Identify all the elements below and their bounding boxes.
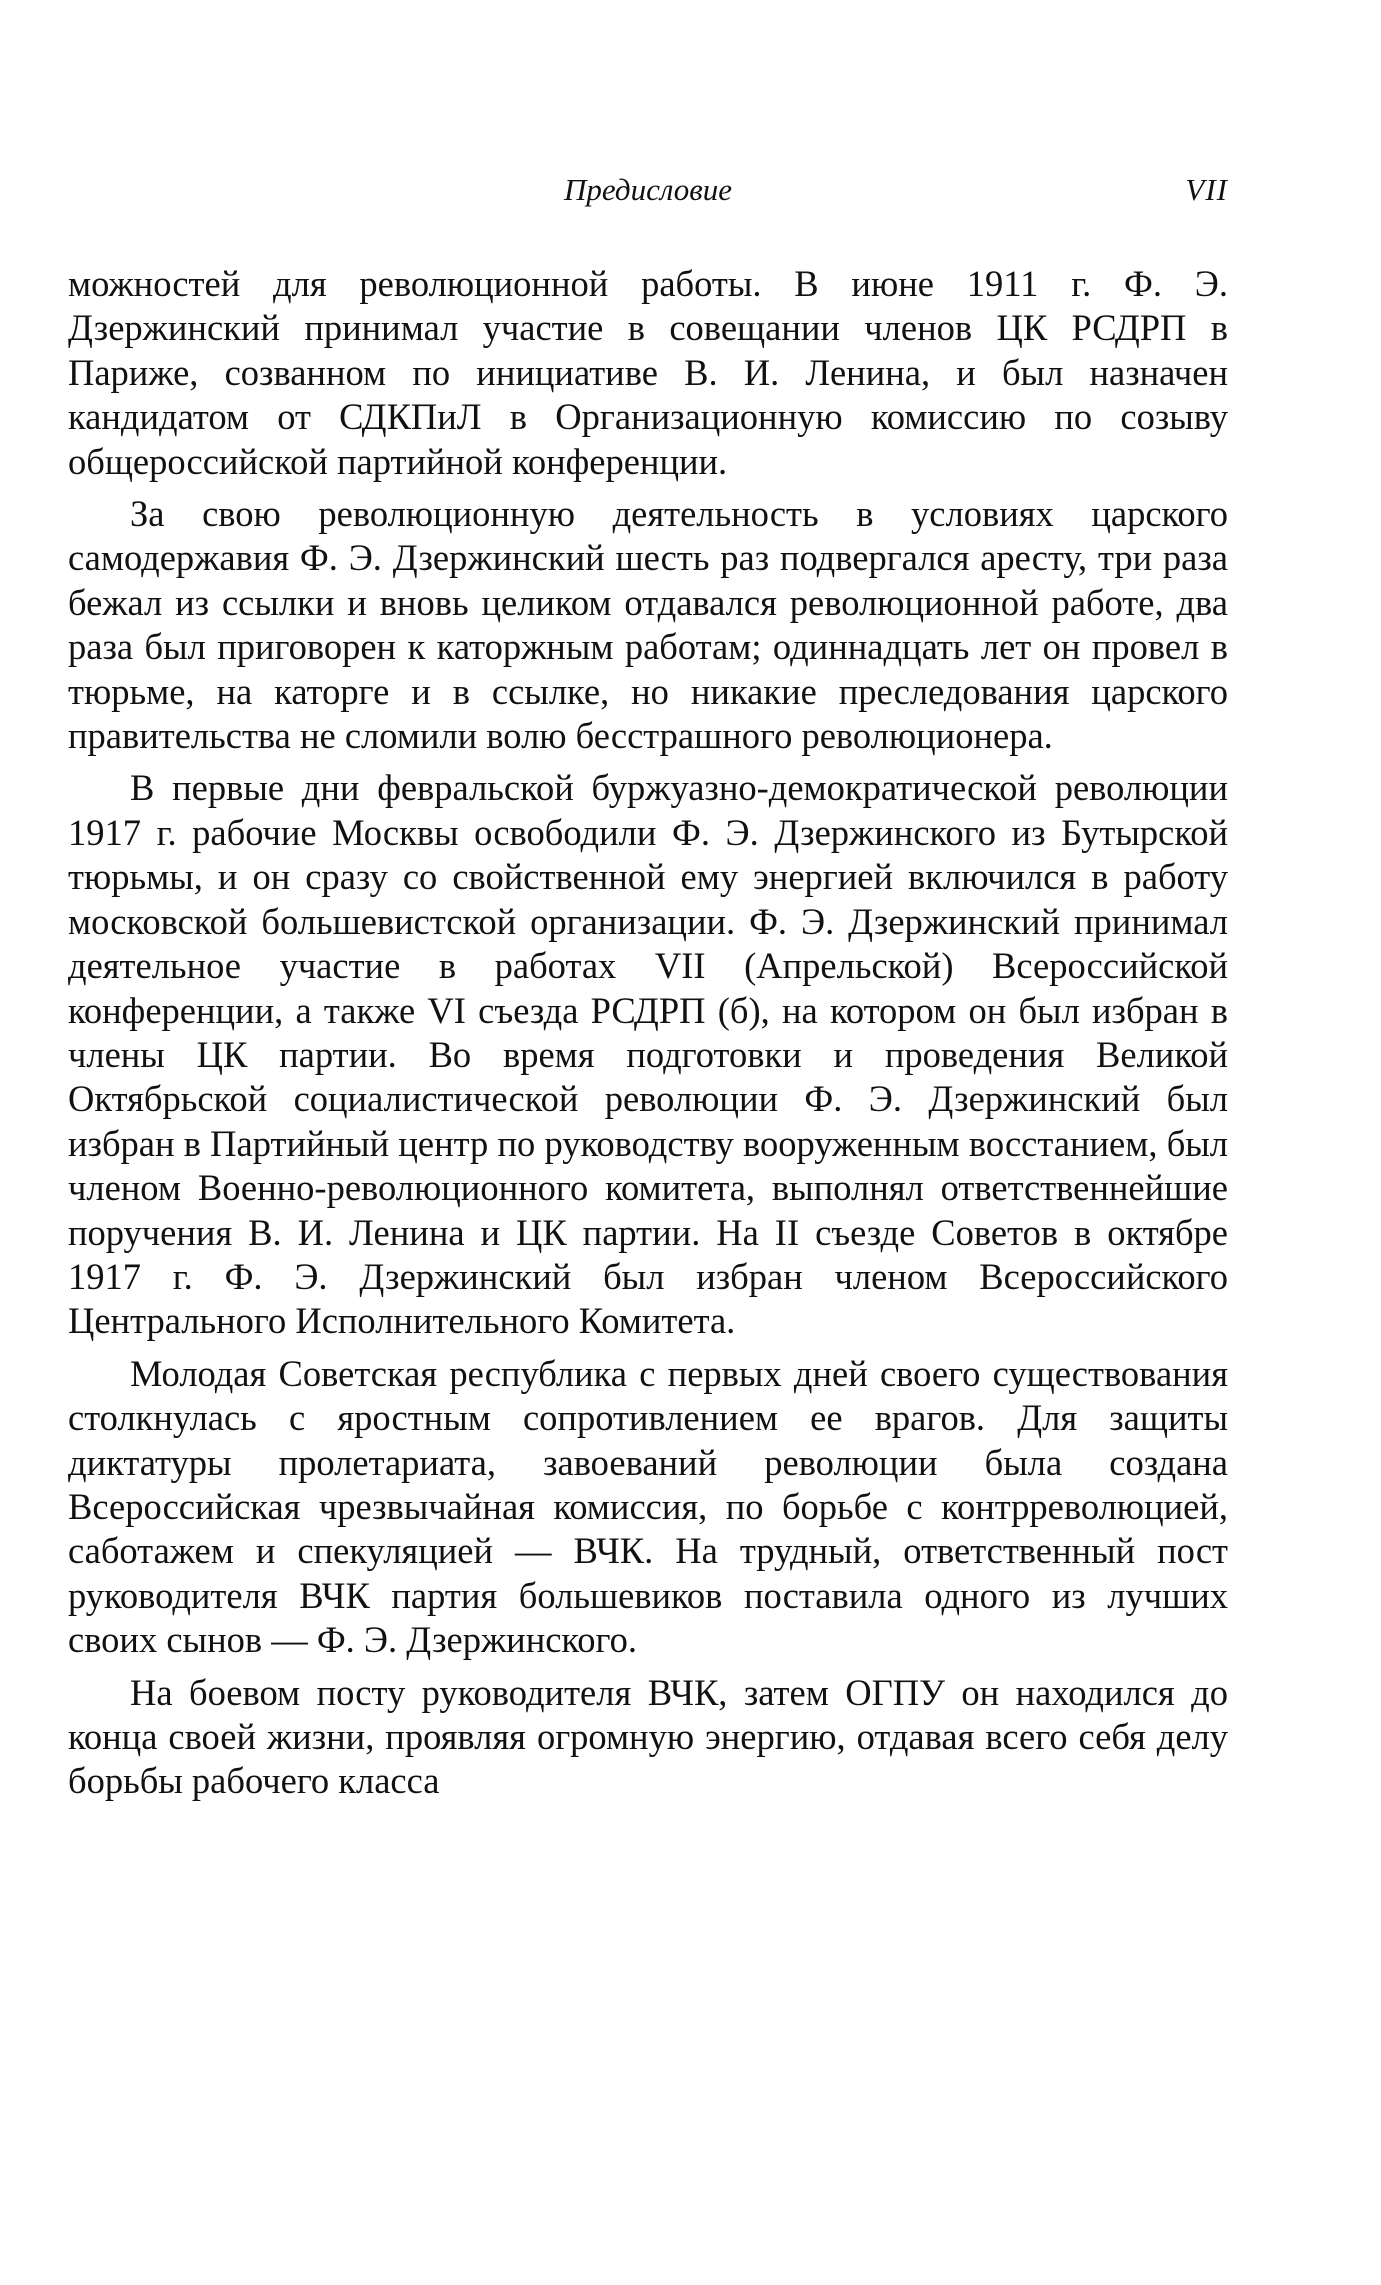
paragraph: За свою революционную деятельность в условиях царского самодержавия Ф. Э. Дзержинский шесть раз подвергался аресту, три раза бежал из ссылки и вновь целиком отдавался революционной работе, два раза был приговорен к каторжным работам; одиннадцать лет он провел в тюрьме, на каторге и в ссылке, но никакие преследования царского правительства не сломили волю бесстрашного революционера.	[68, 493, 1228, 757]
paragraph: В первые дни февральской буржуазно-демократической революции 1917 г. рабочие Москвы освободили Ф. Э. Дзержинского из Бутырской тюрьмы, и он сразу со свойственной ему энергией включился в работу московской большевистской организации. Ф. Э. Дзержинский принимал деятельное участие в работах VII (Апрельской) Всероссийской конференции, а также VI съезда РСДРП (б), на котором он был избран в члены ЦК партии. Во время подготовки и проведения Великой Октябрьской социалистической революции Ф. Э. Дзержинский был избран в Партийный центр по руководству вооруженным восстанием, был членом Военно-революционного комитета, выполнял ответственнейшие поручения В. И. Ленина и ЦК партии. На II съезде Советов в октябре 1917 г. Ф. Э. Дзержинский был избран членом Всероссийского Центрального Исполнительного Комитета.	[68, 767, 1228, 1342]
running-header	[68, 172, 1228, 218]
paragraph: Молодая Советская республика с первых дней своего существования столкнулась с яростным сопротивлением ее врагов. Для защиты диктатуры пролетариата, завоеваний революции была создана Всероссийская чрезвычайная комиссия, по борьбе с контрреволюцией, саботажем и спекуляцией — ВЧК. На трудный, ответственный пост руководителя ВЧК партия большевиков поставила одного из лучших своих сынов — Ф. Э. Дзержинского.	[68, 1352, 1228, 1661]
book-page	[68, 0, 1228, 2285]
running-title: Предисловие	[564, 172, 732, 207]
body-text	[68, 262, 1228, 1804]
paragraph: На боевом посту руководителя ВЧК, затем ОГПУ он находился до конца своей жизни, проявляя огромную энергию, отдавая всего себя делу борьбы рабочего класса	[68, 1671, 1228, 1802]
paragraph-continuation: можностей для революционной работы. В июне 1911 г. Ф. Э. Дзержинский принимал участие в совещании членов ЦК РСДРП в Париже, созванном по инициативе В. И. Ленина, и был назначен кандидатом от СДКПиЛ в Организационную комиссию по созыву общероссийской партийной конференции.	[68, 263, 1228, 482]
page-number: VII	[1185, 172, 1228, 207]
